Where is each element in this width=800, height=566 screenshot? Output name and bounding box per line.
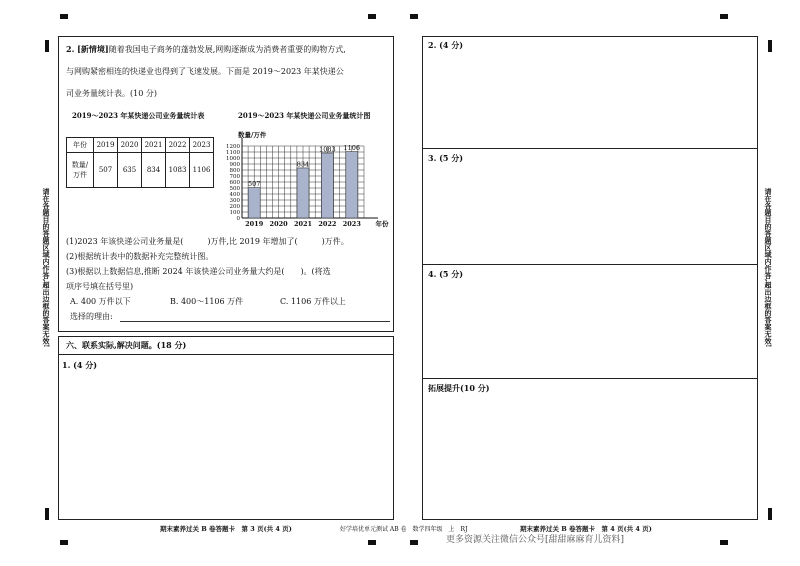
y-tick-label: 200 [229,204,240,210]
divider [422,378,758,379]
q1-answer-area[interactable] [60,372,392,518]
y-tick-label: 500 [229,186,240,192]
y-tick-label: 1100 [226,150,240,156]
y-tick-label: 1000 [226,156,240,162]
bar-value-label: 507 [247,180,261,189]
right-q3-label: 3. (5 分) [428,153,464,163]
option-b: B. 400～1106 万件 [170,297,244,306]
q2-sub1: (1)2023 年该快递公司业务量是( )万件,比 2019 年增加了( )万件。 [66,237,349,246]
table-year: 2020 [118,138,142,153]
q2-sub2: (2)根据统计表中的数据补充完整统计图。 [66,252,214,261]
bar-value-label: 1083 [319,145,336,154]
q2-sub3b: 项序号填在括号里) [66,282,134,291]
q2-line1-text: 随着我国电子商务的蓬勃发展,网购逐渐成为消费者重要的购物方式, [108,45,346,54]
side-mark [45,40,49,52]
table-year: 2022 [166,138,190,153]
x-tick-label: 2020 [269,220,288,228]
side-mark [768,508,772,520]
q2-number-tag: 2. [新情境] [66,44,109,54]
registration-mark [720,540,728,545]
y-tick-label: 100 [229,210,240,216]
bar-value-label: 834 [296,160,310,169]
registration-mark [368,14,376,19]
table-value: 834 [142,153,166,188]
row-label-1: 数量/ [71,161,89,169]
y-axis-label: 数量/万件 [238,131,267,139]
section6-divider [58,354,394,355]
row-label-2: 万件 [73,171,87,179]
table-value: 635 [118,153,142,188]
bar [346,152,358,218]
x-tick-label: 2019 [245,220,264,228]
x-tick-label: 2023 [342,220,361,228]
q2-line2: 与网购紧密相连的快递业也得到了飞速发展。下面是 2019～2023 年某快递公 [66,67,344,76]
side-note-left: 请在各题目的答题区域内作答,超出边框的答案无效! [42,188,51,348]
q2-line3: 司业务量统计表。(10 分) [66,89,157,98]
bar-chart [216,126,392,234]
bar [321,153,333,218]
extension-answer-area[interactable] [424,396,756,518]
q2-line1 [66,44,346,55]
side-mark [768,40,772,52]
reason-label: 选择的理由: [70,312,113,321]
table-value: 1106 [190,153,214,188]
table-value: 507 [94,153,118,188]
q2-sub3a: (3)根据以上数据信息,推断 2024 年该快递公司业务量大约是( )。(将选 [66,267,331,276]
stat-table [66,137,214,188]
side-mark [45,508,49,520]
left-footer: 期末素养过关 B 卷答题卡 第 3 页(共 4 页) [160,525,292,533]
divider [422,148,758,149]
section6-title: 六、联系实际,解决问题。(18 分) [66,340,187,350]
table-row-label [67,153,94,188]
watermark: 更多资源关注微信公众号[甜甜麻麻育儿资料] [446,535,625,545]
bar [297,168,309,218]
bar [248,188,260,218]
right-q4-answer-area[interactable] [424,281,756,375]
reason-answer-line[interactable] [120,321,390,322]
registration-mark [368,540,376,545]
y-tick-label: 700 [229,174,240,180]
bar-value-label: 1106 [343,144,361,153]
side-note-right: 请在各题目的答题区域内作答,超出边框的答案无效! [764,188,773,348]
y-tick-label: 400 [229,192,240,198]
table-year: 2019 [94,138,118,153]
table-value: 1083 [166,153,190,188]
table-year: 2023 [190,138,214,153]
y-tick-label: 900 [229,162,240,168]
table-title: 2019～2023 年某快递公司业务量统计表 [72,111,205,120]
table-year: 2021 [142,138,166,153]
right-footer: 期末素养过关 B 卷答题卡 第 4 页(共 4 页) [520,525,652,533]
divider [422,264,758,265]
option-c: C. 1106 万件以上 [280,297,346,306]
right-q2-answer-area[interactable] [424,52,756,144]
table-header-label: 年份 [67,138,94,153]
y-tick-label: 300 [229,198,240,204]
right-q4-label: 4. (5 分) [428,269,464,279]
right-q3-answer-area[interactable] [424,165,756,261]
y-tick-label: 600 [229,180,240,186]
q1-label: 1. (4 分) [62,360,98,370]
middle-footer: 好学培优单元测试 AB 卷 数学四年级 上 RJ [340,526,468,533]
registration-mark [720,14,728,19]
registration-mark [410,540,418,545]
extension-label: 拓展提升(10 分) [428,383,490,393]
registration-mark [60,540,68,545]
option-a: A. 400 万件以下 [70,297,131,306]
y-tick-label: 1200 [226,144,240,150]
registration-mark [60,14,68,19]
registration-mark [410,14,418,19]
y-tick-label: 0 [236,216,240,222]
chart-title: 2019～2023 年某快递公司业务量统计图 [238,111,371,120]
right-q2-label: 2. (4 分) [428,40,464,50]
y-tick-label: 800 [229,168,240,174]
x-tick-label: 2021 [293,220,313,228]
x-axis-label: 年份 [375,220,389,228]
x-tick-label: 2022 [318,220,337,228]
